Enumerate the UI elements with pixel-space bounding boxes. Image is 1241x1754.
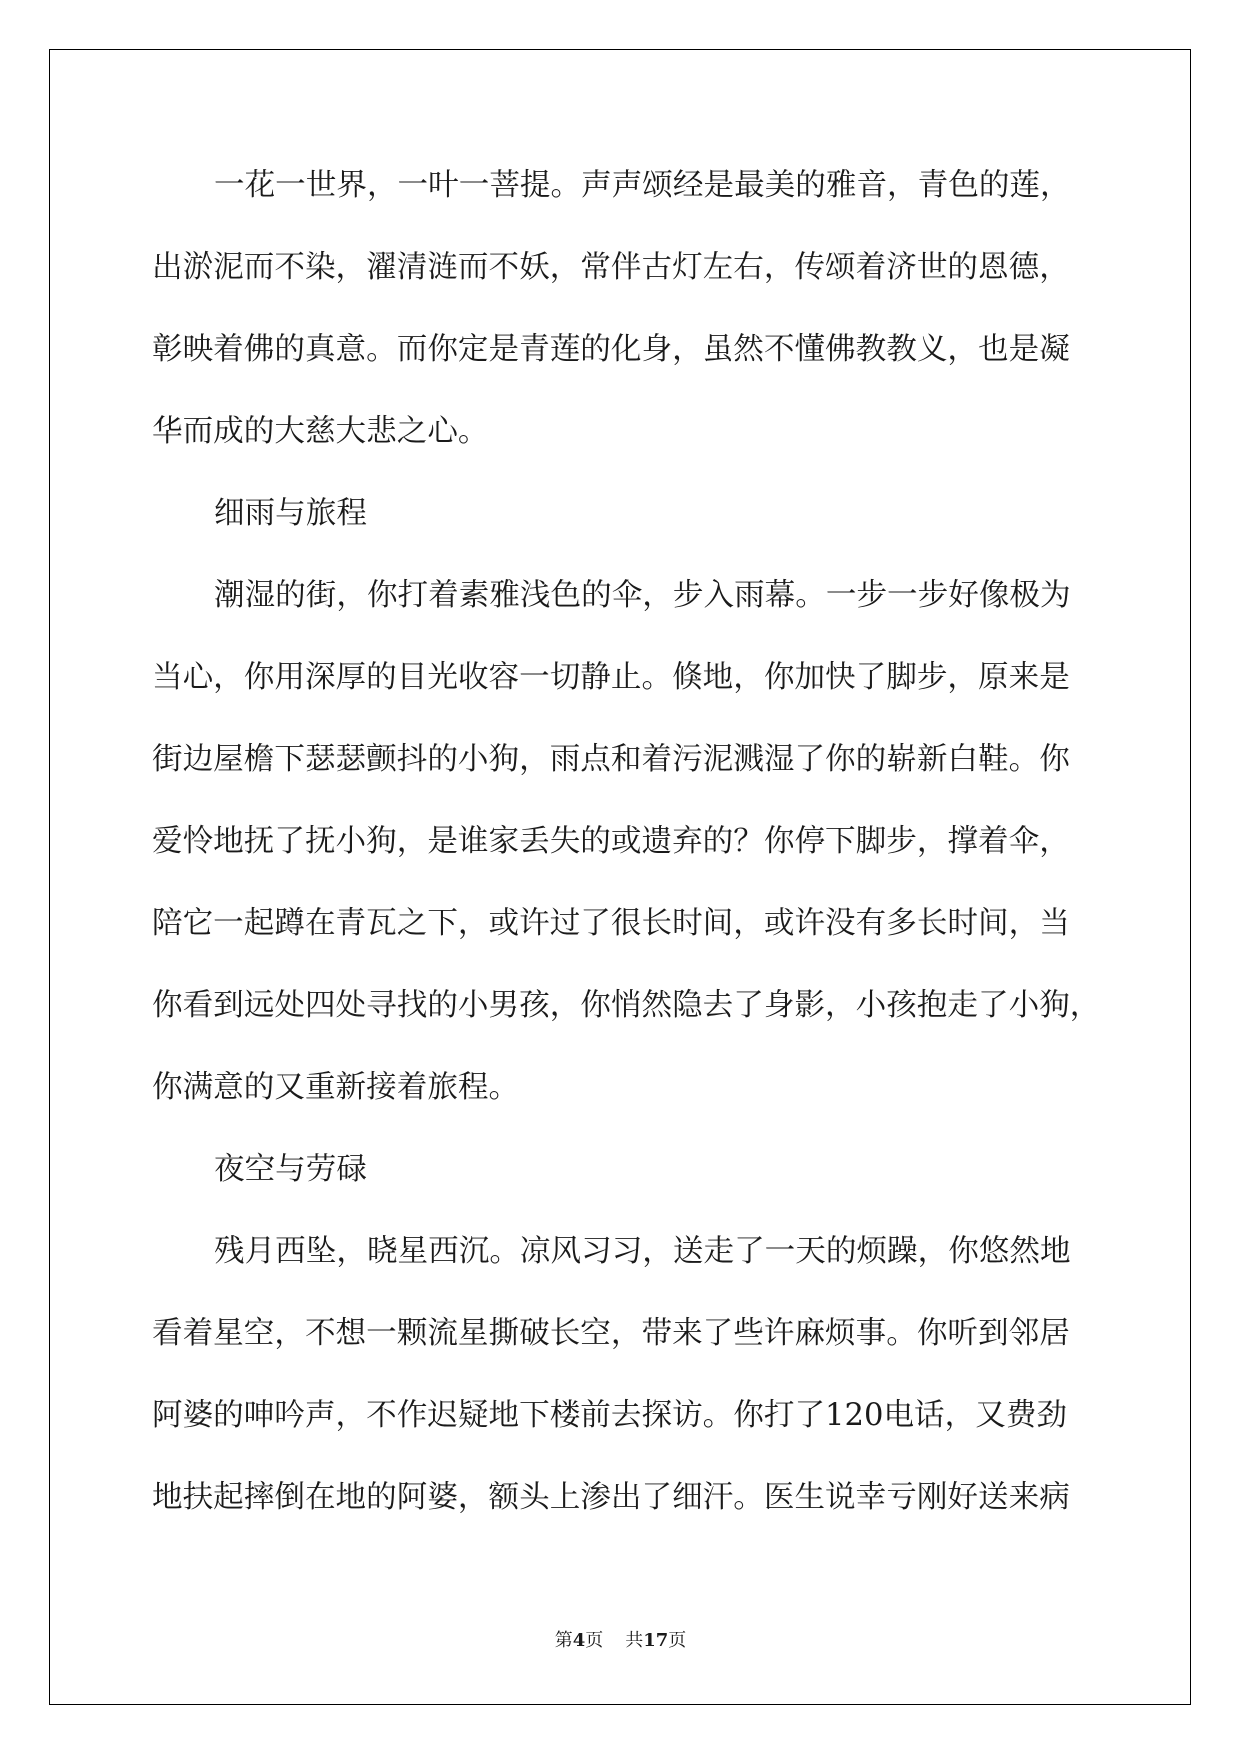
paragraph-line: 你看到远处四处寻找的小男孩，你悄然隐去了身影，小孩抱走了小狗，	[152, 988, 1101, 1023]
total-suffix: 页	[668, 1630, 687, 1651]
paragraph-line: 出淤泥而不染，濯清涟而不妖，常伴古灯左右，传颂着济世的恩德，	[152, 250, 1070, 285]
paragraph-line: 你满意的又重新接着旅程。	[152, 1070, 520, 1105]
page-suffix: 页	[585, 1630, 604, 1651]
document-body	[152, 155, 1101, 1549]
paragraph-line: 地扶起摔倒在地的阿婆，额头上渗出了细汗。医生说幸亏刚好送来病	[152, 1480, 1070, 1515]
paragraph-line: 当心，你用深厚的目光收容一切静止。倏地，你加快了脚步，原来是	[152, 660, 1070, 695]
section-heading: 夜空与劳碌	[214, 1152, 367, 1187]
paragraph-line: 华而成的大慈大悲之心。	[152, 414, 489, 449]
paragraph-line: 看着星空，不想一颗流星撕破长空，带来了些许麻烦事。你听到邻居	[152, 1316, 1070, 1351]
paragraph-line: 彰映着佛的真意。而你定是青莲的化身，虽然不懂佛教教义，也是凝	[152, 332, 1070, 367]
total-pages: 17	[643, 1630, 669, 1651]
page-footer	[0, 1626, 1241, 1652]
page-number: 4	[572, 1630, 586, 1651]
paragraph-line: 潮湿的街，你打着素雅浅色的伞，步入雨幕。一步一步好像极为	[214, 578, 1071, 613]
total-prefix: 共	[625, 1630, 644, 1651]
page-prefix: 第	[554, 1630, 573, 1651]
paragraph-line: 残月西坠，晓星西沉。凉风习习，送走了一天的烦躁，你悠然地	[214, 1234, 1071, 1269]
section-heading: 细雨与旅程	[214, 496, 367, 531]
paragraph-line: 爱怜地抚了抚小狗，是谁家丢失的或遗弃的？你停下脚步，撑着伞，	[152, 824, 1070, 859]
paragraph-line: 陪它一起蹲在青瓦之下，或许过了很长时间，或许没有多长时间，当	[152, 906, 1070, 941]
paragraph-line: 街边屋檐下瑟瑟颤抖的小狗，雨点和着污泥溅湿了你的崭新白鞋。你	[152, 742, 1070, 777]
paragraph-line: 一花一世界，一叶一菩提。声声颂经是最美的雅音，青色的莲，	[214, 168, 1071, 203]
paragraph-line: 阿婆的呻吟声，不作迟疑地下楼前去探访。你打了120电话，又费劲	[152, 1398, 1068, 1433]
